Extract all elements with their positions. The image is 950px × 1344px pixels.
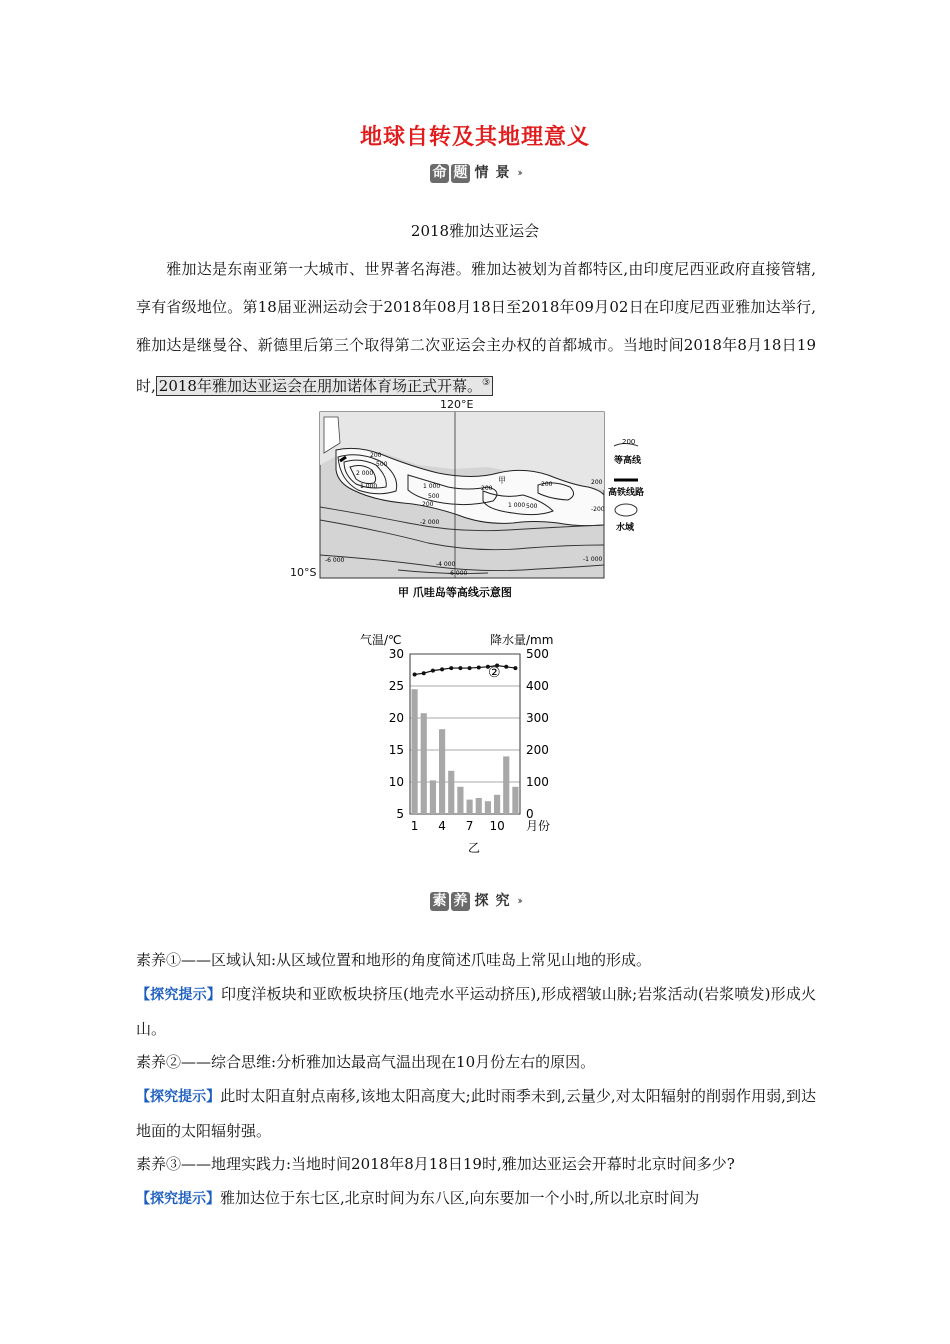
qa-item-4 — [136, 1079, 816, 1148]
contour-value: 200 — [541, 481, 553, 488]
line-marker: ② — [488, 665, 501, 681]
precip-bar — [494, 795, 500, 814]
scenario-subtitle: 2018雅加达亚运会 — [410, 222, 540, 240]
contour-value: 1 000 — [423, 483, 441, 490]
precip-bar — [485, 801, 491, 814]
qa-item-6 — [136, 1181, 816, 1216]
question-text: 素养①——区域认知:从区域位置和地形的角度简述爪哇岛上常见山地的形成。 — [136, 951, 652, 969]
y-right-tick: 400 — [526, 679, 549, 693]
contour-value: 1 000 — [508, 502, 526, 509]
y-right-tick: 0 — [526, 807, 534, 821]
badge-char: 景 — [495, 164, 510, 181]
contour-value: 500 — [526, 503, 538, 510]
section-badge-inquiry — [0, 888, 950, 914]
y-left-tick: 5 — [396, 807, 404, 821]
hint-tag: 【探究提示】 — [136, 1089, 221, 1105]
y-right-label: 降水量/mm — [490, 633, 554, 647]
precip-bar — [503, 756, 509, 814]
temperature-point — [504, 665, 508, 669]
precip-bar — [421, 713, 427, 814]
hint-text: 印度洋板块和亚欧板块挤压(地壳水平运动挤压),形成褶皱山脉;岩浆活动(岩浆喷发)形成火山。 — [136, 985, 817, 1038]
legend-railway: 高铁线路 — [608, 488, 645, 498]
temperature-point — [449, 666, 453, 670]
contour-value: 2 000 — [356, 470, 374, 477]
badge-char: 情 — [474, 164, 489, 181]
question-text: 素养③——地理实践力:当地时间2018年8月18日19时,雅加达亚运会开幕时北京时间多少? — [136, 1155, 735, 1173]
contour-value: -2 000 — [420, 519, 440, 526]
climate-chart — [360, 630, 570, 860]
qa-item-5 — [136, 1147, 816, 1181]
qa-item-3 — [136, 1045, 816, 1079]
temperature-point — [440, 667, 444, 671]
paragraph-lead: 雅加达是东南亚第一大城市、世界著名海港。雅加达被划为首都特区,由印度尼西亚政府直接管辖,享有省级地位。第18届亚洲运动会于2018年08月18日至2018年09月02日在印度尼西亚雅加达举行,雅加达是继曼谷、新德里后第三个取得第二次亚运会主办权的首都城市。当地时间2018年8月18日19时, — [136, 260, 816, 395]
precip-bar — [439, 729, 445, 814]
badge-char: 究 — [495, 892, 510, 909]
precip-bar — [467, 800, 473, 814]
section-badge-scenario — [0, 160, 950, 186]
legend-contour: 等高线 — [614, 456, 642, 466]
chart-caption: 乙 — [468, 841, 481, 855]
y-left-tick: 10 — [388, 775, 404, 789]
y-right-tick: 300 — [526, 711, 549, 725]
contour-value: 500 — [376, 461, 388, 468]
contour-value: 200 — [370, 452, 382, 459]
double-chevron-icon: ››› — [517, 895, 520, 907]
parallel-label: 10°S — [290, 566, 317, 579]
x-label: 月份 — [526, 819, 551, 833]
legend-contour-value: 200 — [622, 438, 636, 446]
y-left-tick: 30 — [388, 647, 404, 661]
y-right-tick: 100 — [526, 775, 549, 789]
hint-text: 雅加达位于东七区,北京时间为东八区,向东要加一个小时,所以北京时间为 — [220, 1189, 700, 1207]
precip-bar — [448, 771, 454, 814]
precip-bar — [512, 787, 518, 814]
x-tick: 7 — [465, 819, 474, 833]
qa-item-2 — [136, 977, 816, 1046]
meridian-label: 120°E — [440, 398, 474, 411]
y-right-tick: 200 — [526, 743, 549, 757]
contour-value: 200 — [591, 479, 603, 486]
question-text: 素养②——综合思维:分析雅加达最高气温出现在10月份左右的原因。 — [136, 1053, 596, 1071]
badge-char: 素 — [430, 892, 449, 911]
double-chevron-icon: ››› — [517, 167, 520, 179]
contour-value: -6 000 — [325, 557, 345, 564]
hint-text: 此时太阳直射点南移,该地太阳高度大;此时雨季未到,云量少,对太阳辐射的削弱作用弱,到达地面的太阳辐射强。 — [136, 1087, 816, 1140]
y-left-label: 气温/℃ — [360, 633, 402, 647]
temperature-point — [477, 665, 481, 669]
scenario-paragraph — [136, 250, 816, 405]
precip-bar — [412, 689, 418, 814]
temperature-point — [422, 671, 426, 675]
map-legend — [608, 438, 644, 533]
x-tick: 1 — [410, 819, 419, 833]
y-left-tick: 20 — [388, 711, 404, 725]
badge-char: 命 — [430, 164, 449, 183]
temperature-point — [413, 672, 417, 676]
highlighted-sentence — [156, 376, 493, 396]
y-right-tick: 500 — [526, 647, 549, 661]
temperature-point — [513, 666, 517, 670]
badge-char: 探 — [474, 892, 489, 909]
badge-char: 养 — [451, 892, 470, 911]
contour-value: -6 000 — [448, 570, 468, 577]
page-title: 地球自转及其地理意义 — [359, 125, 590, 150]
water-legend-icon — [615, 504, 637, 516]
contour-value: 500 — [428, 493, 440, 500]
y-left-tick: 25 — [388, 679, 404, 693]
contour-value: -4 000 — [436, 561, 456, 568]
contour-value: -1 000 — [583, 556, 603, 563]
badge-char: 题 — [451, 164, 470, 183]
temperature-point — [468, 666, 472, 670]
highlight-text: 2018年雅加达亚运会在朋加诺体育场正式开幕。 — [158, 377, 482, 395]
contour-value: -200 — [591, 506, 605, 513]
footnote-mark: ③ — [481, 378, 491, 388]
precip-bar — [430, 780, 436, 814]
legend-water: 水域 — [616, 523, 635, 533]
hint-tag: 【探究提示】 — [136, 987, 221, 1003]
temperature-point — [458, 666, 462, 670]
qa-item-1 — [136, 943, 816, 977]
precip-bar — [476, 798, 482, 814]
y-left-tick: 15 — [388, 743, 404, 757]
contour-value: 200 — [422, 501, 434, 508]
point-label: 甲 — [498, 476, 506, 485]
precip-bar — [457, 787, 463, 814]
x-tick: 4 — [438, 819, 446, 833]
map-caption: 甲 爪哇岛等高线示意图 — [398, 586, 512, 599]
contour-value: 200 — [481, 485, 493, 492]
x-tick: 10 — [489, 819, 505, 833]
hint-tag: 【探究提示】 — [136, 1191, 220, 1207]
java-contour-map — [288, 395, 668, 605]
temperature-point — [431, 669, 435, 673]
contour-value: 1 000 — [360, 483, 378, 490]
